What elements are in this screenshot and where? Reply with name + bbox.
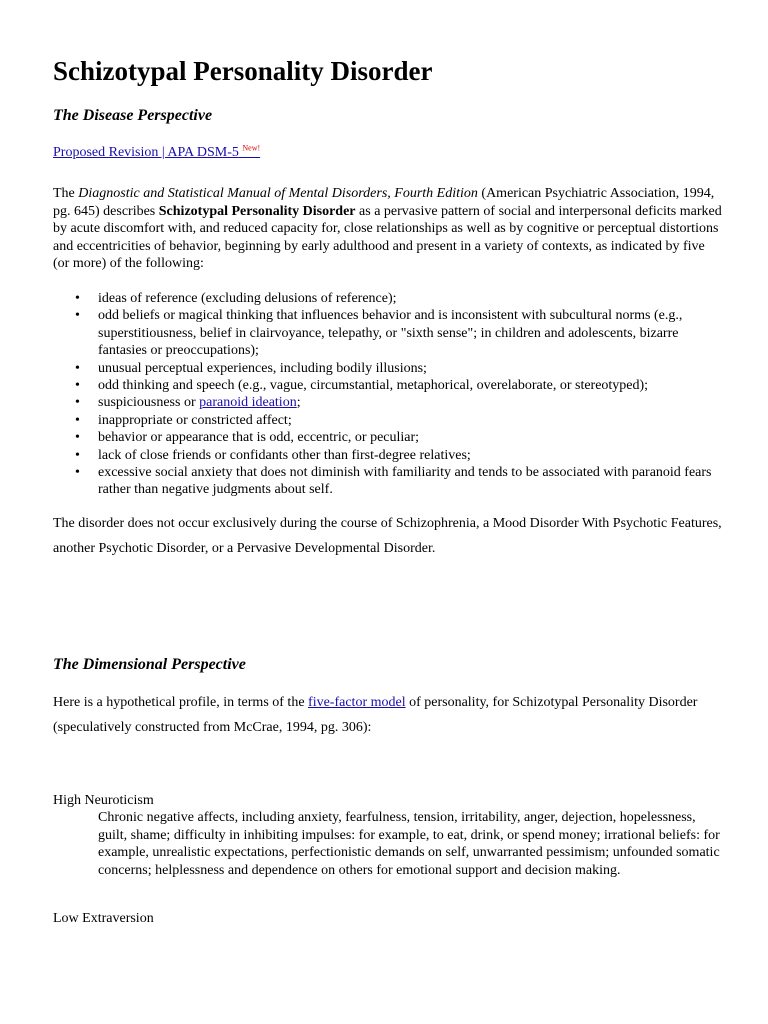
list-item: • odd thinking and speech (e.g., vague, circumstantial, metaphorical, overelaborate, or stereotyped); <box>53 377 723 394</box>
dsm5-revision-link[interactable]: Proposed Revision | APA DSM-5 $^{New!}$ <box>53 143 261 160</box>
exclusion-paragraph: The disorder does not occur exclusively during the course of Schizophrenia, a Mood Disorder With Psychotic Features, another Psychotic Disorder, or a Pervasive Developmental Disorder. <box>53 516 722 556</box>
manual-title: Diagnostic and Statistical Manual of Mental Disorders, Fourth Edition <box>78 186 478 201</box>
trait-definition-neuroticism: Chronic negative affects, including anxiety, fearfulness, tension, irritability, anger, dejection, hopelessness, guilt, shame; difficulty in inhibiting impulses: for example, to eat, drink, or spend money; irrational beliefs: for example, unrealistic expectations, perfectionistic demands on self, unwarranted pessimism; unfounded somatic concerns; helplessness and dependence on others for emotional support and decision making. <box>98 810 720 878</box>
list-item: • odd beliefs or magical thinking that influences behavior and is inconsistent with subcultural norms (e.g., superstitiousness, belief in clairvoyance, telepathy, or "sixth sense"; in children and adolescents, bizarre fantasies or preoccupations); <box>53 307 723 359</box>
dimensional-perspective-heading: The Dimensional Perspective <box>53 656 246 673</box>
revision-line <box>53 144 723 161</box>
paranoid-ideation-link[interactable]: paranoid ideation <box>199 395 297 411</box>
trait-term-extraversion: Low Extraversion <box>53 911 154 926</box>
disorder-name: Schizotypal Personality Disorder <box>158 203 356 219</box>
criteria-list <box>53 290 723 499</box>
list-item: • unusual perceptual experiences, including bodily illusions; <box>53 360 723 377</box>
disease-perspective-heading: The Disease Perspective <box>53 107 213 124</box>
five-factor-model-link[interactable]: five-factor model <box>308 695 406 710</box>
list-item: • excessive social anxiety that does not diminish with familiarity and tends to be associated with paranoid fears rather than negative judgments about self. <box>53 464 723 499</box>
page-title: Schizotypal Personality Disorder <box>53 56 433 86</box>
list-item: • ideas of reference (excluding delusions of reference); <box>53 290 723 307</box>
list-item: • lack of close friends or confidants other than first-degree relatives; <box>53 447 723 464</box>
list-item: • behavior or appearance that is odd, eccentric, or peculiar; <box>53 429 723 446</box>
trait-term-neuroticism: High Neuroticism <box>53 793 154 808</box>
five-factor-intro-paragraph: Here is a hypothetical profile, in terms of the five-factor model of personality, for Schizotypal Personality Disorder (speculatively constructed from McCrae, 1994, pg. 306): <box>53 695 698 735</box>
new-badge: New! <box>242 143 261 153</box>
dsm-intro-paragraph: The Diagnostic and Statistical Manual of Mental Disorders, Fourth Edition (American Psychiatric Association, 1994, pg. 645) describes Schizotypal Personality Disorder as a pervasive pattern of social and interpersonal deficits marked by acute discomfort with, and reduced capacity for, close relationships as well as by cognitive or perceptual distortions and eccentricities of behavior, beginning by early adulthood and present in a variety of contexts, as indicated by five (or more) of the following: <box>53 186 722 271</box>
list-item: • inappropriate or constricted affect; <box>53 412 723 429</box>
list-item: • suspiciousness or paranoid ideation; <box>53 394 723 411</box>
